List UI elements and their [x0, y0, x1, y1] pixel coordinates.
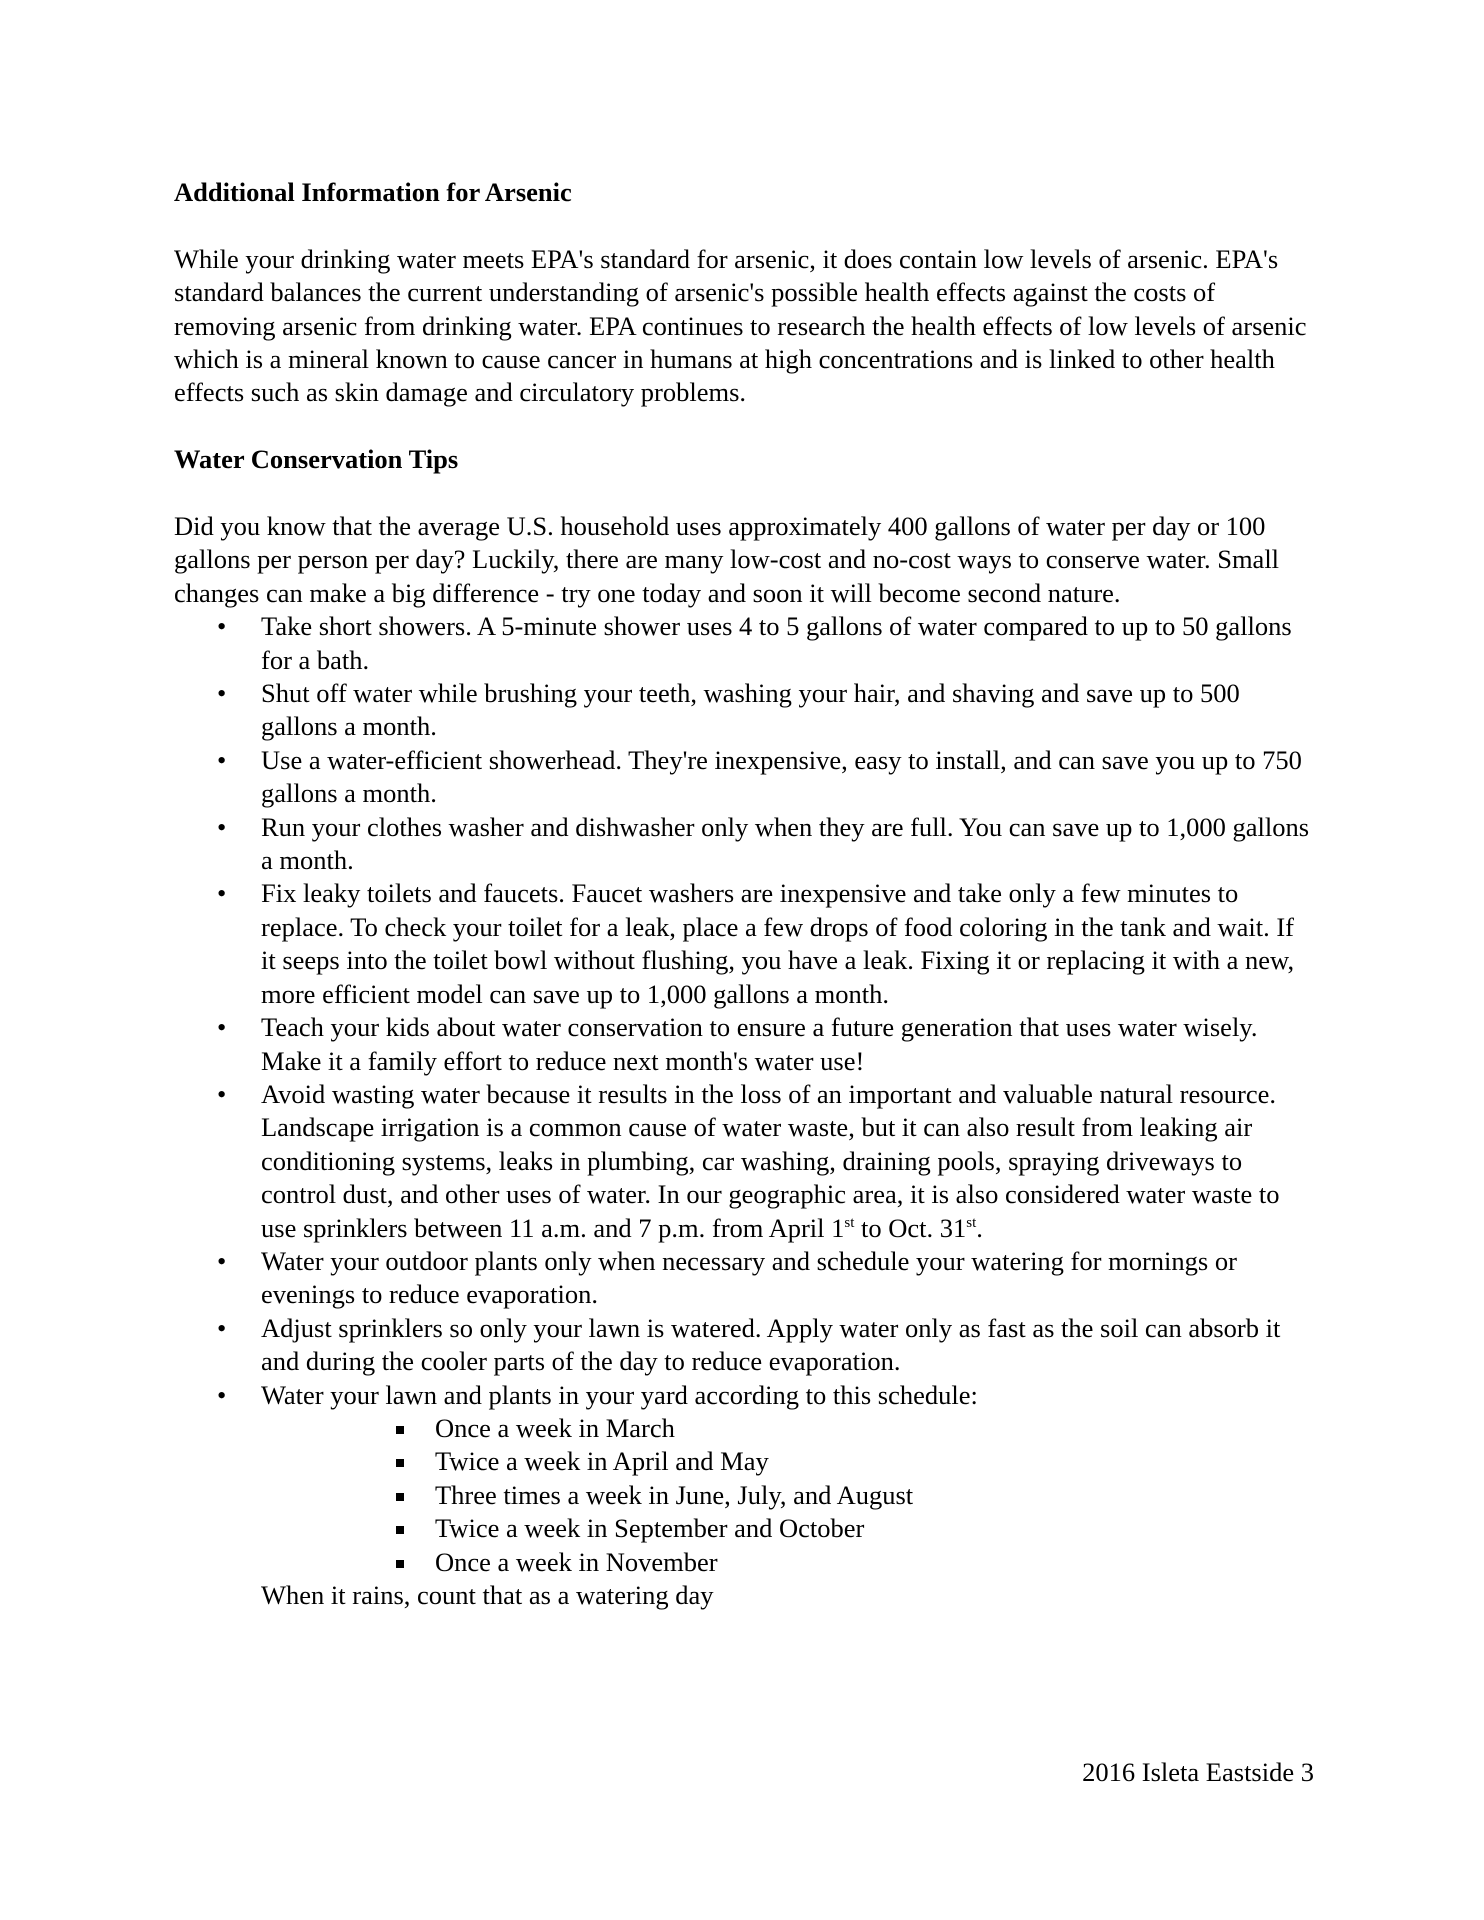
square-bullet-icon: [396, 1493, 404, 1501]
arsenic-heading: Additional Information for Arsenic: [174, 177, 572, 207]
list-item: • Fix leaky toilets and faucets. Faucet washers are inexpensive and take only a few minutes to replace. To check your toilet for a leak, place a few drops of food coloring in the tank and wait. If it seeps into the toilet bowl without flushing, you have a leak. Fixing it or replacing it with a new, more efficient model can save up to 1,000 gallons a month.: [217, 878, 1295, 1009]
schedule-item: Twice a week in September and October: [174, 1512, 1314, 1545]
schedule-list: [174, 1412, 1314, 1579]
list-item: • Adjust sprinklers so only your lawn is watered. Apply water only as fast as the soil can absorb it and during the cooler parts of the day to reduce evaporation.: [217, 1312, 1281, 1377]
list-item: • Water your outdoor plants only when necessary and schedule your watering for mornings or evenings to reduce evaporation.: [217, 1245, 1237, 1310]
list-item: • Shut off water while brushing your teeth, washing your hair, and shaving and save up to 500 gallons a month.: [217, 678, 1240, 742]
schedule-item: Once a week in March: [174, 1412, 1314, 1445]
schedule-item: Twice a week in April and May: [174, 1445, 1314, 1478]
list-item: • Teach your kids about water conservation to ensure a future generation that uses water wisely. Make it a family effort to reduce next month's water use!: [217, 1012, 1258, 1076]
page-footer: 2016 Isleta Eastside 3: [1082, 1757, 1314, 1787]
document-page: [174, 176, 1314, 1612]
square-bullet-icon: [396, 1459, 404, 1467]
rain-note: When it rains, count that as a watering day: [261, 1580, 714, 1611]
list-item: • Run your clothes washer and dishwasher only when they are full. You can save up to 1,000 gallons a month.: [217, 811, 1310, 876]
list-item: • Avoid wasting water because it results in the loss of an important and valuable natural resource. Landscape irrigation is a common cause of water waste, but it can also result from leaking air conditioning systems, leaks in plumbing, car washing, draining pools, spraying driveways to control dust, and other uses of water. In our geographic area, it is also considered water waste to use sprinklers between 11 a.m. and 7 p.m. from April 1st to Oct. 31st.: [217, 1078, 1280, 1243]
schedule-item: Once a week in November: [174, 1546, 1314, 1579]
conservation-intro: Did you know that the average U.S. household uses approximately 400 gallons of water per day or 100 gallons per person per day? Luckily, there are many low-cost and no-cost ways to conserve water. Small changes can make a big difference - try one today and soon it will become second nature.: [174, 511, 1280, 608]
list-item: • Use a water-efficient showerhead. They're inexpensive, easy to install, and can save you up to 750 gallons a month.: [217, 744, 1302, 809]
conservation-heading: Water Conservation Tips: [174, 444, 459, 475]
square-bullet-icon: [396, 1426, 404, 1434]
square-bullet-icon: [396, 1526, 404, 1534]
arsenic-body: While your drinking water meets EPA's standard for arsenic, it does contain low levels of arsenic. EPA's standard balances the current understanding of arsenic's possible health effects against the costs of removing arsenic from drinking water. EPA continues to research the health effects of low levels of arsenic which is a mineral known to cause cancer in humans at high concentrations and is linked to other health effects such as skin damage and circulatory problems.: [174, 243, 1307, 408]
list-item: • Water your lawn and plants in your yard according to this schedule:: [217, 1379, 978, 1410]
schedule-item: Three times a week in June, July, and August: [174, 1479, 1314, 1512]
list-item: • Take short showers. A 5-minute shower uses 4 to 5 gallons of water compared to up to 50 gallons for a bath.: [217, 611, 1292, 675]
tips-list: [174, 610, 1314, 1412]
square-bullet-icon: [396, 1560, 404, 1568]
